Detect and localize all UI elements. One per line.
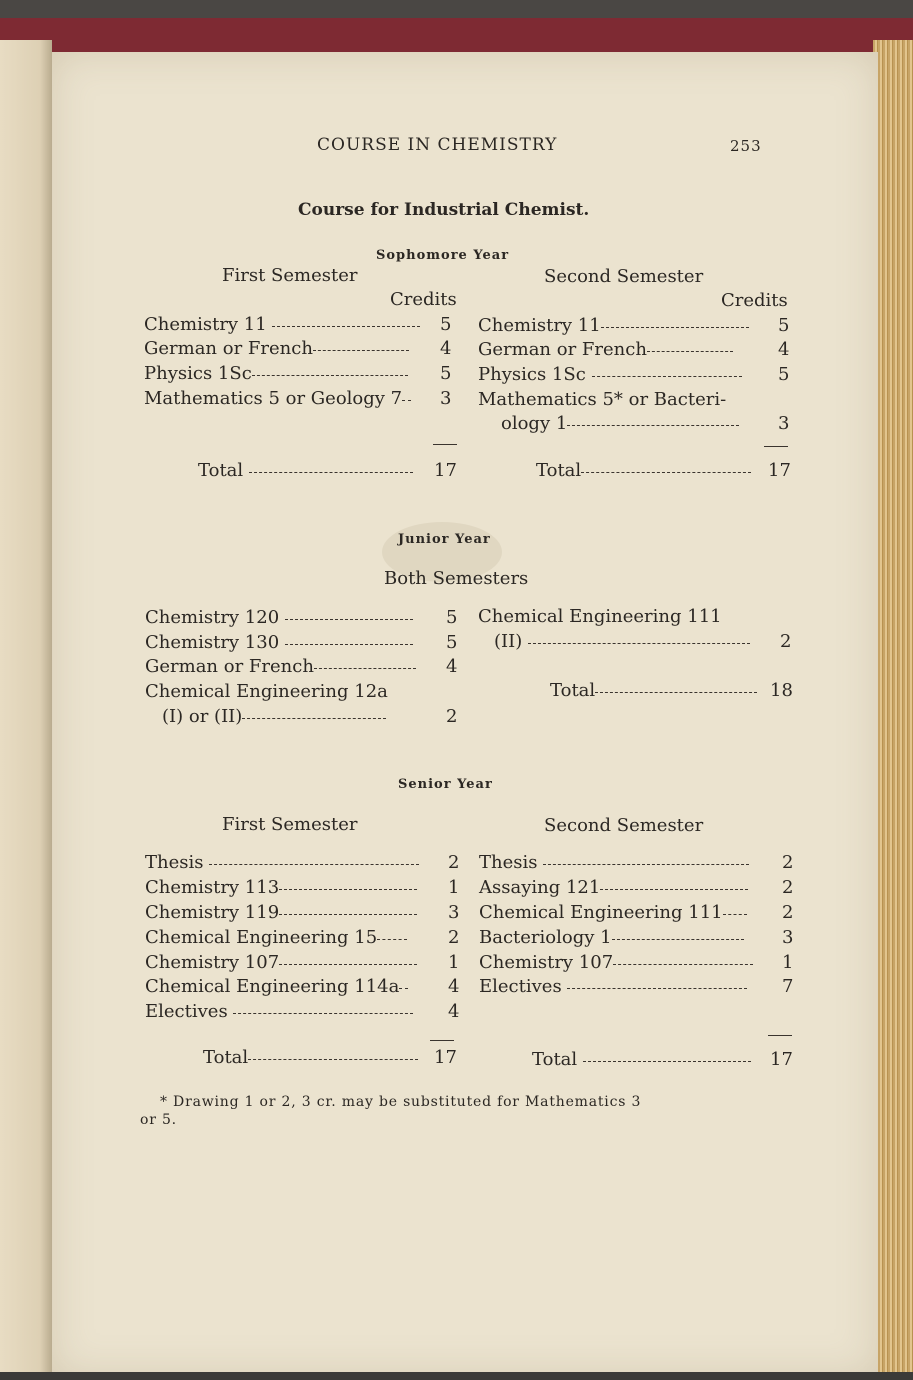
course-row-continued <box>162 706 386 727</box>
course-name-continued: (I) or (II) <box>162 706 243 727</box>
leader-dots <box>581 472 751 473</box>
course-name: Chemistry 113 <box>145 877 280 898</box>
course-row <box>145 952 417 973</box>
course-row-continued <box>494 631 750 652</box>
senior-first-total: 17 <box>434 1047 457 1068</box>
course-credits: 4 <box>778 339 790 360</box>
course-name: Chemical Engineering 114a <box>145 976 400 997</box>
course-row <box>145 656 416 677</box>
course-name: Chemistry 119 <box>145 902 280 923</box>
page-edges <box>873 40 913 1380</box>
leader-dots <box>279 914 417 915</box>
sophomore-second-credits-label: Credits <box>721 290 788 311</box>
course-name: Chemistry 107 <box>479 952 614 973</box>
footnote-line-1: * Drawing 1 or 2, 3 cr. may be substituted for Mathematics 3 <box>160 1094 642 1110</box>
course-row <box>145 607 413 628</box>
course-credits: 4 <box>448 976 460 997</box>
course-credits: 4 <box>446 656 458 677</box>
sophomore-second-total-label <box>536 460 751 481</box>
course-row <box>145 632 413 653</box>
background-bottom <box>0 1372 913 1380</box>
senior-first-semester-label: First Semester <box>222 814 358 835</box>
course-credits: 1 <box>448 952 460 973</box>
sum-rule <box>433 444 457 445</box>
total-label: Total <box>203 1047 249 1068</box>
course-row <box>145 927 407 948</box>
leader-dots <box>583 1061 751 1062</box>
course-row <box>479 877 748 898</box>
course-name: Electives <box>145 1001 228 1022</box>
course-name: Chemistry 107 <box>145 952 280 973</box>
course-credits: 1 <box>448 877 460 898</box>
senior-second-total: 17 <box>770 1049 793 1070</box>
course-name: Chemical Engineering 111 <box>479 902 723 923</box>
leader-dots <box>252 375 408 376</box>
leader-dots <box>647 351 733 352</box>
leader-dots <box>402 400 411 401</box>
course-name: Mathematics 5 or Geology 7 <box>144 388 403 409</box>
course-credits: 5 <box>446 632 458 653</box>
course-row <box>479 976 747 997</box>
leader-dots <box>279 889 417 890</box>
course-row <box>144 388 411 409</box>
course-row-continued <box>501 413 739 434</box>
sophomore-first-semester-label: First Semester <box>222 265 358 286</box>
leader-dots <box>279 964 417 965</box>
course-name: German or French <box>144 338 313 359</box>
total-label: Total <box>550 680 596 701</box>
course-name: German or French <box>478 339 647 360</box>
book-cover-top <box>0 0 913 52</box>
leader-dots <box>543 864 749 865</box>
course-credits: 4 <box>440 338 452 359</box>
sophomore-second-semester-label: Second Semester <box>544 266 704 287</box>
course-credits: 3 <box>448 902 460 923</box>
leader-dots <box>209 864 419 865</box>
course-name: Chemistry 130 <box>145 632 280 653</box>
course-row <box>479 952 753 973</box>
course-name: Chemistry 11 <box>144 314 267 335</box>
leader-dots <box>567 988 747 989</box>
course-credits: 3 <box>440 388 452 409</box>
sum-rule <box>430 1040 454 1041</box>
course-row <box>479 852 749 873</box>
leader-dots <box>399 988 408 989</box>
page-number: 253 <box>730 137 762 155</box>
leader-dots <box>601 327 749 328</box>
course-name: German or French <box>145 656 314 677</box>
course-name: Thesis <box>479 852 538 873</box>
course-name: Physics 1Sc <box>144 363 252 384</box>
total-label: Total <box>536 460 582 481</box>
book-page <box>52 52 878 1377</box>
course-credits: 4 <box>448 1001 460 1022</box>
course-credits: 2 <box>448 927 460 948</box>
course-credits: 5 <box>440 363 452 384</box>
leader-dots <box>249 472 413 473</box>
course-credits: 5 <box>778 315 790 336</box>
leader-dots <box>377 939 407 940</box>
total-label: Total <box>532 1049 578 1070</box>
course-name-continued: (II) <box>494 631 523 652</box>
course-credits: 3 <box>778 413 790 434</box>
leader-dots <box>595 692 757 693</box>
leader-dots <box>313 350 409 351</box>
course-credits: 2 <box>782 877 794 898</box>
course-row <box>478 339 733 360</box>
course-row <box>478 315 749 336</box>
course-credits: 7 <box>782 976 794 997</box>
course-name: Chemistry 11 <box>478 315 601 336</box>
course-row <box>144 363 408 384</box>
course-name: Chemical Engineering 111 <box>478 606 722 627</box>
course-row <box>145 877 417 898</box>
course-name: Chemistry 120 <box>145 607 280 628</box>
binding-gutter <box>0 40 52 1380</box>
course-credits: 5 <box>446 607 458 628</box>
course-name: Assaying 121 <box>479 877 601 898</box>
course-credits: 5 <box>778 364 790 385</box>
course-name: Chemical Engineering 12a <box>145 681 388 702</box>
course-name: Physics 1Sc <box>478 364 586 385</box>
course-row <box>479 902 747 923</box>
leader-dots <box>285 644 413 645</box>
leader-dots <box>272 326 420 327</box>
course-name-continued: ology 1 <box>501 413 568 434</box>
page-title: Course for Industrial Chemist. <box>298 200 590 220</box>
leader-dots <box>567 425 739 426</box>
course-name: Chemical Engineering 15 <box>145 927 378 948</box>
course-name: Thesis <box>145 852 204 873</box>
course-credits: 2 <box>446 706 458 727</box>
leader-dots <box>314 668 416 669</box>
course-row <box>144 338 409 359</box>
leader-dots <box>592 376 742 377</box>
senior-second-semester-label: Second Semester <box>544 815 704 836</box>
junior-year-heading: Junior Year <box>398 532 491 547</box>
leader-dots <box>242 718 386 719</box>
junior-total-label <box>550 680 757 701</box>
course-row <box>145 1001 413 1022</box>
leader-dots <box>233 1013 413 1014</box>
senior-first-total-label <box>203 1047 418 1068</box>
course-credits: 2 <box>780 631 792 652</box>
junior-total: 18 <box>770 680 793 701</box>
leader-dots <box>285 619 413 620</box>
running-title: COURSE IN CHEMISTRY <box>317 135 558 155</box>
course-name: Mathematics 5* or Bacteri- <box>478 389 727 410</box>
leader-dots <box>613 964 753 965</box>
sophomore-first-total: 17 <box>434 460 457 481</box>
course-row <box>145 976 408 997</box>
total-label: Total <box>198 460 244 481</box>
course-row <box>479 927 744 948</box>
sophomore-year-heading: Sophomore Year <box>376 248 510 263</box>
leader-dots <box>723 914 747 915</box>
course-name: Electives <box>479 976 562 997</box>
leader-dots <box>528 643 750 644</box>
course-credits: 5 <box>440 314 452 335</box>
senior-second-total-label <box>532 1049 751 1070</box>
sophomore-second-total: 17 <box>768 460 791 481</box>
course-credits: 2 <box>782 902 794 923</box>
sophomore-first-total-label <box>198 460 413 481</box>
course-row <box>145 902 417 923</box>
course-credits: 3 <box>782 927 794 948</box>
junior-both-semesters-label: Both Semesters <box>384 568 529 589</box>
course-credits: 1 <box>782 952 794 973</box>
course-credits: 2 <box>448 852 460 873</box>
course-row <box>478 364 742 385</box>
course-row <box>145 852 419 873</box>
sum-rule <box>768 1035 792 1036</box>
sum-rule <box>764 446 788 447</box>
leader-dots <box>612 939 744 940</box>
course-credits: 2 <box>782 852 794 873</box>
senior-year-heading: Senior Year <box>398 777 493 792</box>
course-name: Bacteriology 1 <box>479 927 612 948</box>
leader-dots <box>600 889 748 890</box>
footnote-line-2: or 5. <box>140 1112 177 1128</box>
sophomore-first-credits-label: Credits <box>390 289 457 310</box>
leader-dots <box>248 1059 418 1060</box>
course-row <box>144 314 420 335</box>
